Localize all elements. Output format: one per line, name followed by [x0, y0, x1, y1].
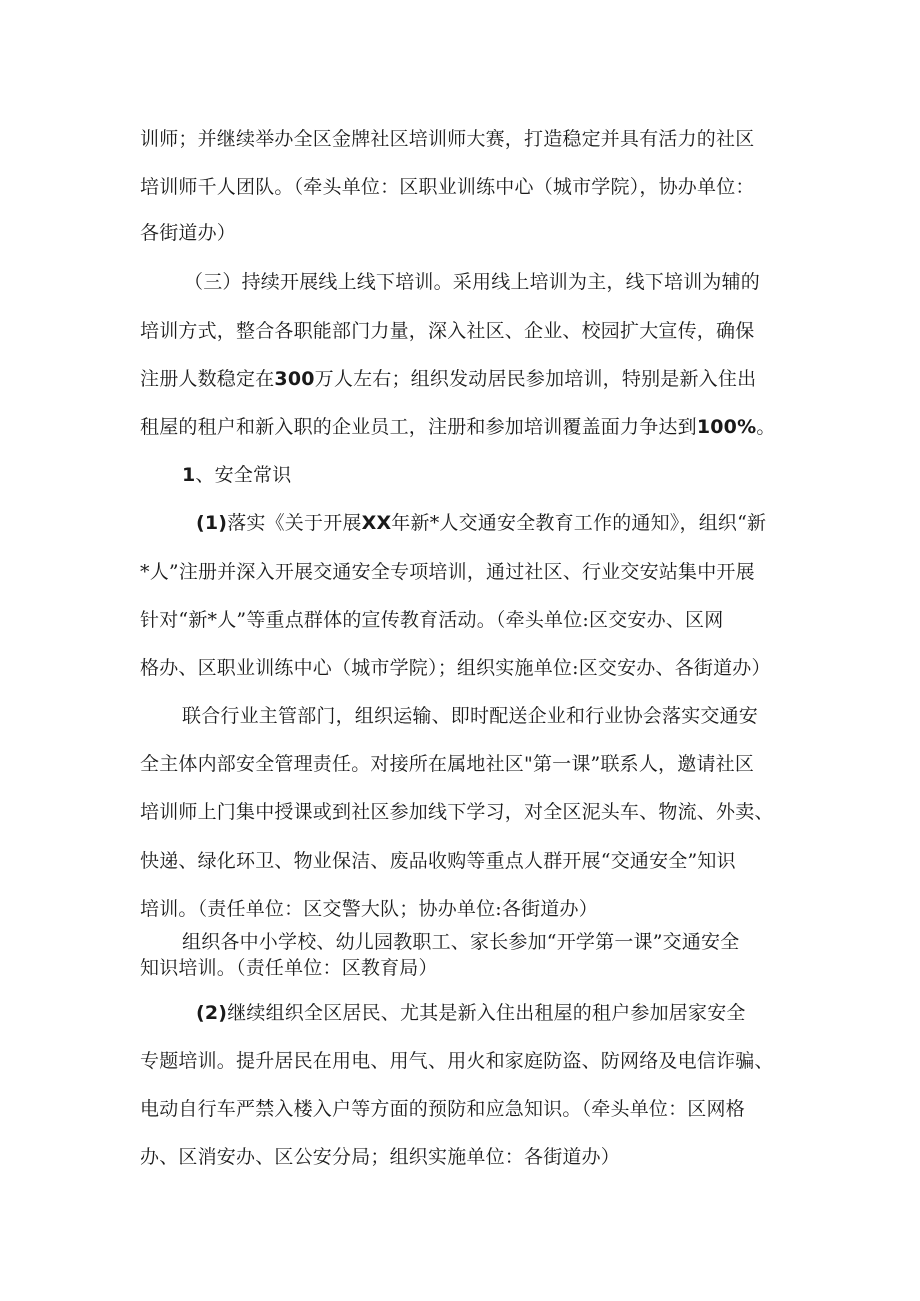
paragraph-line	[196, 510, 766, 536]
paragraph-line: 格办、区职业训练中心（城市学院）；组织实施单位:区交安办、各街道办）	[140, 657, 771, 679]
paragraph-line: 专题培训。提升居民在用电、用气、用火和家庭防盗、防网络及电信诈骗、	[140, 1050, 774, 1072]
item-number: (1)	[196, 512, 228, 534]
bold-number: 300	[274, 368, 315, 390]
paragraph-line: 知识培训。（责任单位：区教育局）	[140, 957, 438, 979]
text-run: 继续组织全区居民、尤其是新入住出租屋的租户参加居家安全	[227, 1002, 746, 1024]
text-run: 落实《关于开展	[227, 512, 362, 534]
paragraph-line: 联合行业主管部门，组织运输、即时配送企业和行业协会落实交通安	[182, 705, 759, 727]
paragraph-line: 快递、绿化环卫、物业保洁、废品收购等重点人群开展“交通安全”知识	[140, 850, 736, 872]
paragraph-line	[196, 1000, 746, 1026]
text-run: 年新*人交通安全教育工作的通知》，组织“新	[391, 512, 767, 534]
text-run: 租屋的租户和新入职的企业员工，注册和参加培训覆盖面力争达到	[140, 416, 697, 438]
bold-text: XX	[361, 512, 392, 534]
paragraph-line: 电动自行车严禁入楼入户等方面的预防和应急知识。（牵头单位：区网格	[140, 1098, 745, 1120]
paragraph-line	[140, 414, 776, 440]
paragraph-line: 培训师千人团队。（牵头单位：区职业训练中心（城市学院），协办单位：	[140, 176, 755, 198]
paragraph-line: 训师；并继续举办全区金牌社区培训师大赛，打造稳定并具有活力的社区	[140, 128, 755, 150]
heading-text: 、安全常识	[195, 464, 292, 486]
subsection-heading	[182, 462, 291, 488]
bold-number: 100%	[696, 416, 757, 438]
paragraph-line: 全主体内部安全管理责任。对接所在属地社区"第一课”联系人，邀请社区	[140, 753, 755, 775]
paragraph-line: 培训师上门集中授课或到社区参加线下学习，对全区泥头车、物流、外卖、	[140, 801, 774, 823]
paragraph-line: 培训。（责任单位：区交警大队；协办单位:各街道办）	[140, 898, 598, 920]
paragraph-line: 办、区消安办、区公安分局；组织实施单位：各街道办）	[140, 1146, 621, 1168]
text-run: 注册人数稳定在	[140, 368, 275, 390]
text-run: 万人左右；组织发动居民参加培训，特别是新入住出	[314, 368, 757, 390]
text-run: 。	[756, 416, 776, 438]
paragraph-line: *人”注册并深入开展交通安全专项培训，通过社区、行业交安站集中开展	[140, 561, 755, 583]
section-heading-line: （三）持续开展线上线下培训。采用线上培训为主，线下培训为辅的	[184, 271, 761, 293]
heading-number: 1	[182, 464, 196, 486]
paragraph-line: 各街道办）	[140, 222, 237, 244]
paragraph-line: 组织各中小学校、幼儿园教职工、家长参加“开学第一课”交通安全	[182, 931, 740, 953]
paragraph-line: 针对“新*人”等重点群体的宣传教育活动。（牵头单位:区交安办、区网	[140, 609, 724, 631]
paragraph-line	[140, 366, 756, 392]
item-number: (2)	[196, 1002, 228, 1024]
paragraph-line: 培训方式，整合各职能部门力量，深入社区、企业、校园扩大宣传，确保	[140, 320, 755, 342]
